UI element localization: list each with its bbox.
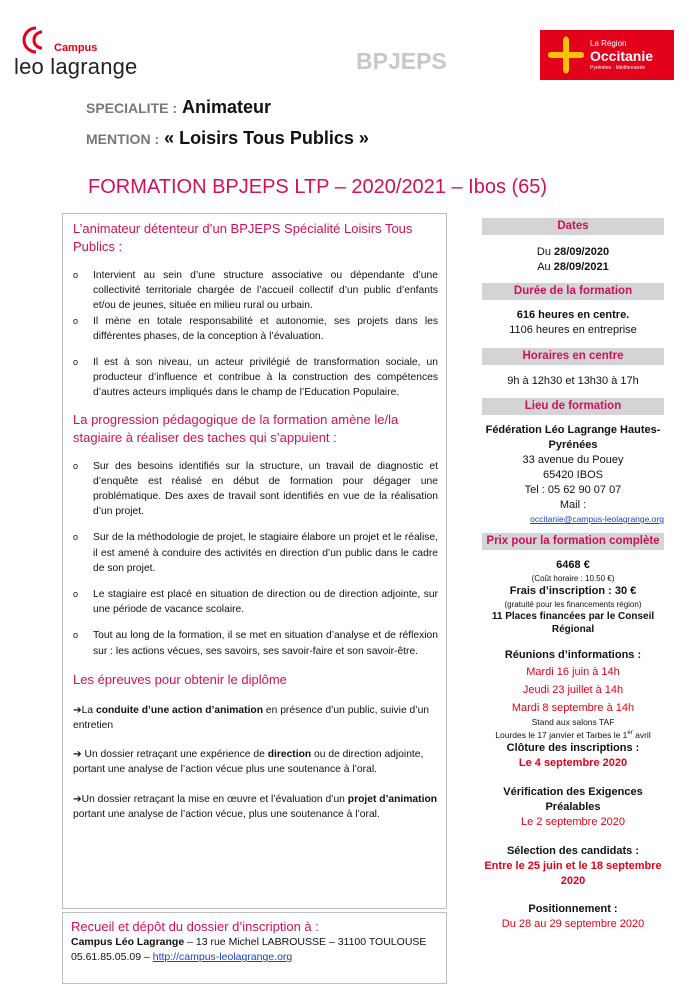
epreuve-item: ➔ Un dossier retraçant une expérience de direction ou de direction adjointe, portant une analyse de l’action vécue plus une soutenance à l’oral. — [73, 749, 424, 776]
date-end: Au 28/09/2021 — [537, 261, 609, 273]
occitan-cross-icon — [548, 36, 584, 74]
gratuite-note: (gratuité pour les financements région) — [504, 600, 642, 609]
cout-horaire: (Coût horaire : 10.50 €) — [531, 574, 615, 583]
recueil-address: Campus Léo Lagrange – 13 rue Michel LABROUSSE – 31100 TOULOUSE — [71, 936, 427, 948]
reunion-date: Mardi 8 septembre à 14h — [511, 702, 635, 714]
recueil-heading: Recueil et dépôt du dossier d’inscription à : — [71, 919, 319, 934]
lieu-org: Fédération Léo Lagrange Hautes-Pyrénées — [485, 424, 661, 451]
horaires-value: 9h à 12h30 et 13h30 à 17h — [507, 375, 639, 387]
cloture-heading: Clôture des inscriptions : — [506, 741, 640, 754]
list-item: o Intervient au sein d’une structure associative ou dépendante d’une collectivité territoriale chargée de l’accueil collectif d’un public d’enfants et/ou de jeunes, située en milieu rural ou urbain. — [73, 268, 438, 314]
recueil-phone: 05.61.85.05.09 – — [71, 951, 153, 963]
region-occitanie-logo — [540, 30, 674, 80]
mention-label: MENTION : — [86, 131, 160, 147]
horaires-heading: Horaires en centre — [482, 348, 664, 365]
recueil-contact — [71, 950, 438, 965]
epreuve-item: ➔La conduite d’une action d’animation en présence d’un public, suivie d’un entretien — [73, 704, 430, 732]
stand-taf: Stand aux salons TAF — [531, 717, 615, 727]
specialite-value: Animateur — [182, 97, 272, 117]
email-link[interactable]: occitanie@campus-leolagrange.org — [530, 514, 664, 524]
prix-value: 6468 € — [556, 559, 590, 571]
specialite-label: SPECIALITE : — [86, 100, 178, 116]
list-item: o Sur des besoins identifiés sur la structure, un travail de diagnostic et d’enquête est réalisé en début de formation pour dégager une problématique. Des axes de travail sont identifiés en vue de la réalisation d’un projet. — [73, 459, 438, 520]
reunion-date: Mardi 16 juin à 14h — [526, 666, 620, 678]
region-name: Occitanie — [590, 48, 654, 64]
arrow-right-icon: ➔ — [73, 793, 82, 805]
positionnement-date: Du 28 au 29 septembre 2020 — [501, 917, 645, 930]
region-label: La Région — [590, 39, 627, 48]
duree-heading: Durée de la formation — [482, 283, 664, 300]
mention-value: « Loisirs Tous Publics » — [164, 128, 369, 148]
selection-date: Entre le 25 juin et le 18 septembre 2020 — [484, 859, 662, 887]
duree-entreprise: 1106 heures en entreprise — [509, 324, 637, 336]
progression-heading: La progression pédagogique de la formation amène le/la stagiaire à réaliser des taches qui s’appuient : — [73, 411, 399, 445]
list-item: o Tout au long de la formation, il se met en situation d’analyse et de réflexion sur : les actions vécues, ses savoirs, ses savoir-faire et son savoir-être. — [73, 628, 438, 658]
frais-inscription: Frais d’inscription : 30 € — [509, 585, 637, 597]
reunions-heading: Réunions d’informations : — [504, 649, 642, 661]
reunion-date: Jeudi 23 juillet à 14h — [522, 684, 624, 696]
description-box — [62, 213, 447, 909]
logo-name-text: leo lagrange — [14, 54, 138, 79]
list-item: o Le stagiaire est placé en situation de direction ou de direction adjointe, sur une période de vacance scolaire. — [73, 587, 438, 617]
verif-heading: Vérification des Exigences Préalables — [503, 785, 643, 813]
date-start: Du 28/09/2020 — [536, 246, 610, 258]
positionnement-heading: Positionnement : — [528, 902, 618, 915]
recueil-box — [62, 912, 447, 984]
specialite-line — [86, 97, 271, 118]
intro-list — [73, 268, 438, 401]
lieu-mail-label: Mail : — [559, 499, 587, 511]
mention-line — [86, 128, 369, 149]
duree-centre: 616 heures en centre. — [516, 309, 630, 321]
arrow-right-icon: ➔ — [73, 749, 82, 761]
cloture-date: Le 4 septembre 2020 — [518, 756, 628, 769]
salons-dates: Lourdes le 17 janvier et Tarbes le 1er avril — [495, 729, 651, 740]
dates-heading: Dates — [482, 218, 664, 235]
lieu-heading: Lieu de formation — [482, 398, 664, 415]
verif-date: Le 2 septembre 2020 — [521, 815, 625, 828]
arrow-right-icon: ➔ — [73, 704, 82, 716]
campus-c-logo-icon — [16, 24, 56, 56]
region-subtitle: Pyrénées · Méditerranée — [590, 65, 646, 71]
epreuves-heading: Les épreuves pour obtenir le diplôme — [73, 671, 287, 687]
page-heading: BPJEPS — [356, 48, 447, 74]
progression-list — [73, 459, 438, 659]
epreuve-item: ➔Un dossier retraçant la mise en œuvre et l’évaluation d’un projet d’animation portant une analyse de l’action vécue, plus une soutenance à l’oral. — [73, 793, 438, 820]
logo-campus-text: Campus — [54, 42, 98, 54]
lieu-mail-row — [482, 513, 664, 525]
info-column — [482, 218, 664, 932]
list-item: o Il mène en totale responsabilité et autonomie, ses projets dans les différentes phases, de la conception à l’évaluation. — [73, 314, 438, 344]
recueil-org: Campus Léo Lagrange — [71, 936, 185, 948]
places-financees: 11 Places financées par le Conseil Régional — [491, 611, 655, 635]
list-item: o Il est à son niveau, un acteur privilégié de transformation sociale, un producteur d’influence et contribue à la construction des compétences d’autres acteurs impliqués dans le champ de l’Education Populaire. — [73, 355, 438, 401]
selection-heading: Sélection des candidats : — [506, 844, 640, 857]
list-item: o Sur de la méthodologie de projet, le stagiaire élabore un projet et le réalise, il est amené à conduire des activités en direction d’un public dans le cadre de son projet. — [73, 530, 438, 576]
intro-heading: L’animateur détenteur d’un BPJEPS Spécialité Loisirs Tous Publics : — [73, 221, 413, 254]
campus-website-link[interactable]: http://campus-leolagrange.org — [152, 951, 293, 963]
lieu-address-1: 33 avenue du Pouey — [522, 454, 624, 466]
lieu-address-2: 65420 IBOS — [543, 469, 603, 481]
lieu-phone: Tel : 05 62 90 07 07 — [524, 484, 622, 496]
formation-title: FORMATION BPJEPS LTP – 2020/2021 – Ibos (65) — [88, 176, 548, 198]
prix-heading: Prix pour la formation complète — [482, 533, 664, 550]
campus-leo-lagrange-logo — [12, 24, 152, 84]
